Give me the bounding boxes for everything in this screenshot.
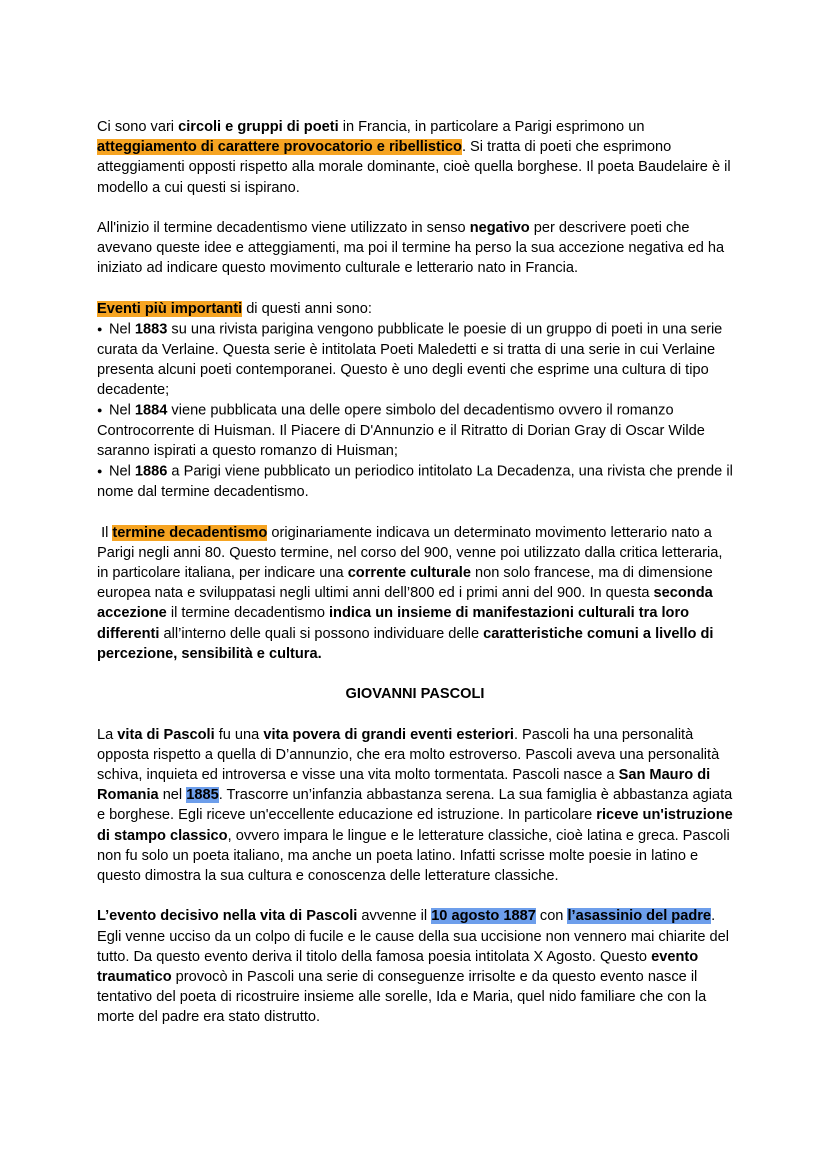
text-run: originariamente indicava un determinato movimento letterario nato a Parigi negli anni 80. Questo termine, nel corso del 900, venne poi utilizzato dalla critica letteraria, in particolare italiana, per indicare una — [97, 524, 727, 581]
paragraph — [97, 906, 733, 1027]
highlight-blue: l’asassinio del padre — [567, 908, 712, 925]
text-run: negativo — [469, 220, 530, 236]
highlight-orange: termine decadentismo — [112, 524, 268, 541]
paragraph — [97, 523, 733, 664]
text-run: su una rivista parigina vengono pubblicate le poesie di un gruppo di poeti in una serie curata da Verlaine. Questa serie è intitolata Poeti Maledetti e si tratta di una serie in cui Verlaine presenta alcuni poeti contemporanei. Questo è uno degli eventi che esprime una cultura di tipo decadente; — [97, 321, 727, 399]
text-run: all’interno delle quali si possono individuare delle — [159, 625, 484, 642]
text-run: a Parigi viene pubblicato un periodico intitolato La Decadenza, una rivista che prende il nome dal termine decadentismo. — [97, 463, 737, 501]
text-run: GIOVANNI PASCOLI — [345, 686, 485, 703]
highlight-orange: Eventi più importanti — [97, 300, 243, 317]
text-run: All'inizio il termine decadentismo viene utilizzato in senso — [97, 220, 470, 236]
text-run: L’evento decisivo nella vita di Pascoli — [97, 908, 358, 925]
bullet-item — [97, 319, 733, 400]
text-run: vita di Pascoli — [117, 726, 215, 743]
text-run: Nel — [108, 463, 135, 480]
paragraph — [97, 117, 733, 198]
paragraph — [97, 299, 733, 319]
text-run: vita povera di grandi eventi esteriori — [263, 726, 514, 743]
text-run: Il — [97, 524, 113, 541]
text-run: provocò in Pascoli una serie di conseguenze irrisolte e da questo evento nasce il tentativo del poeta di ricostruire insieme alle sorelle, Ida e Maria, quel nido familiare che con la morte del padre era stato distrutto. — [97, 968, 711, 1026]
text-run: . Pascoli ha una personalità opposta rispetto a quella di D’annunzio, che era molto estroverso. Pascoli aveva una personalità schiva, inquieta ed introversa e visse una vita molto tormentata. Pascoli nasce a — [97, 726, 724, 783]
highlight-blue: 10 agosto 1887 — [431, 908, 536, 925]
text-run: caratteristiche comuni a livello di percezione, sensibilità e cultura. — [97, 625, 718, 662]
text-run: circoli e gruppi di poeti — [178, 119, 339, 135]
text-run: 1886 — [134, 463, 168, 480]
text-run: in Francia, in particolare a Parigi esprimono un — [338, 119, 649, 135]
highlight-blue: 1885 — [186, 787, 219, 804]
text-run: . Trascorre un’infanzia abbastanza serena. La sua famiglia è abbastanza agiata e borghese. Egli riceve un'eccellente educazione ed istruzione. In particolare — [97, 787, 737, 824]
text-run: per descrivere poeti che avevano queste idee e atteggiamenti, ma poi il termine ha perso la sua accezione negativa ed ha iniziato ad indicare questo movimento culturale e letterario nato in Francia. — [97, 220, 729, 277]
text-run: La — [97, 726, 118, 743]
text-run: seconda accezione — [97, 585, 717, 622]
text-run: fu una — [214, 726, 264, 743]
text-run: San Mauro di Romania — [97, 766, 715, 804]
text-run: 1883 — [134, 321, 168, 338]
text-run: 1884 — [134, 402, 168, 419]
text-run: il termine decadentismo — [166, 605, 329, 622]
text-run: nel — [158, 787, 187, 804]
text-run: viene pubblicata una delle opere simbolo del decadentismo ovvero il romanzo Controcorrente di Huisman. Il Piacere di D'Annunzio e il Ritratto di Dorian Gray di Oscar Wilde saranno ispirati a questo romanzo di Huisman; — [97, 402, 709, 460]
bullet-item — [97, 400, 733, 461]
bullet-icon: ● — [97, 324, 109, 334]
text-run: di questi anni sono: — [242, 300, 372, 317]
paragraph — [97, 725, 737, 887]
text-run: corrente culturale — [347, 564, 471, 581]
text-run: Nel — [108, 402, 135, 419]
text-run: . Egli venne ucciso da un colpo di fucile e le cause della sua uccisione non vennero mai chiarite del tutto. Da questo evento deriva il titolo della famosa poesia intitolata X Agosto. Questo — [97, 908, 734, 965]
paragraph — [97, 218, 733, 279]
text-run: non solo francese, ma di dimensione europea nata e sviluppatasi negli ultimi anni dell’800 ed i primi anni del 900. In questa — [97, 564, 717, 602]
section-heading — [97, 684, 733, 704]
document-body — [97, 117, 737, 1028]
text-run: riceve un'istruzione di stampo classico — [97, 807, 737, 844]
text-run: , ovvero impara le lingue e le letterature classiche, cioè latina e greca. Pascoli non fu solo un poeta italiano, ma anche un poeta latino. Infatti scrisse molte poesie in latino e questo dimostra la sua cultura e conoscenza delle letterature classiche. — [97, 827, 734, 884]
bullet-icon: ● — [97, 466, 109, 477]
text-run: indica un insieme di manifestazioni culturali tra loro differenti — [97, 605, 694, 642]
bullet-icon: ● — [97, 405, 109, 416]
text-run: evento traumatico — [97, 948, 703, 985]
bullet-item — [97, 461, 737, 502]
text-run: Nel — [108, 321, 135, 338]
text-run: . Si tratta di poeti che esprimono atteggiamenti opposti rispetto alla morale dominante, cioè quella borghese. Il poeta Baudelaire è il modello a cui questi si ispirano. — [97, 139, 735, 196]
text-run: avvenne il — [357, 908, 432, 925]
highlight-orange: atteggiamento di carattere provocatorio e ribellistico — [97, 139, 462, 156]
text-run: Ci sono vari — [97, 119, 179, 135]
text-run: con — [535, 908, 568, 925]
